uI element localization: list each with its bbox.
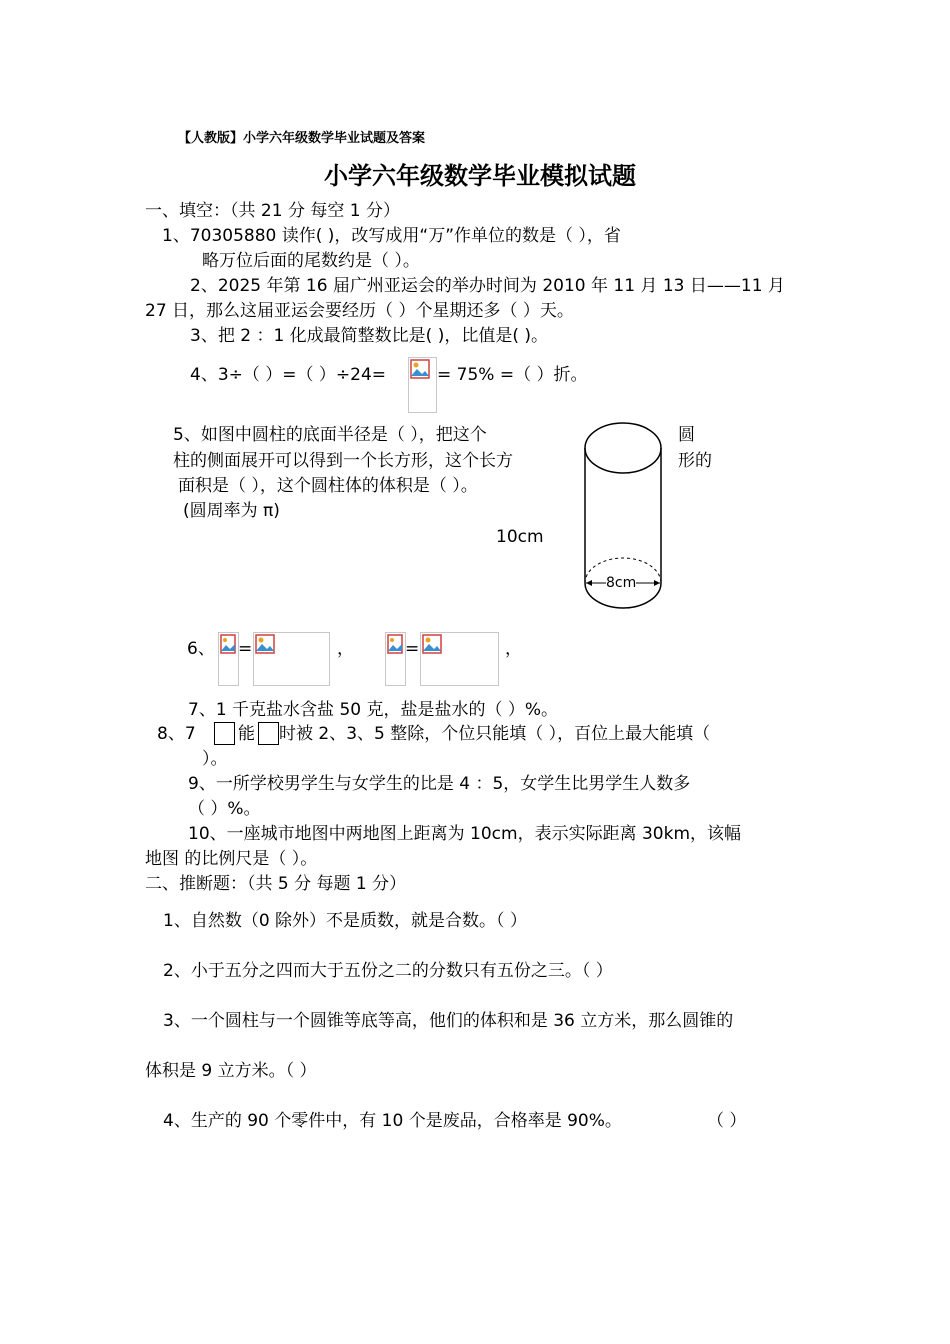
q5-right2: 形的 (678, 451, 712, 471)
q5-line2: 柱的侧面展开可以得到一个长方形，这个长方 (173, 451, 513, 471)
q5-line1: 5、如图中圆柱的底面半径是（ ），把这个 (173, 425, 487, 445)
document-header: 【人教版】小学六年级数学毕业试题及答案 (178, 131, 426, 146)
q10-line1: 10、一座城市地图中两地图上距离为 10cm，表示实际距离 30km，该幅 (188, 824, 742, 844)
fraction-image-icon (253, 632, 330, 686)
fraction-image-icon (420, 632, 499, 686)
q9-line1: 9、一所学校男学生与女学生的比是 4 ：5，女学生比男学生人数多 (188, 774, 691, 794)
q2-line2: 27 日，那么这届亚运会要经历（ ）个星期还多（ ）天。 (145, 301, 574, 321)
q6-equals: = (238, 639, 253, 659)
q10-line2: 地图 的比例尺是（ ）。 (145, 849, 318, 869)
q3: 3、把 2 ：1 化成最简整数比是( )，比值是( )。 (190, 326, 548, 346)
q1-line2: 略万位后面的尾数约是（ ）。 (202, 251, 420, 271)
cylinder-diameter-label: 8cm (606, 575, 637, 591)
q7: 7、1 千克盐水含盐 50 克，盐是盐水的（ ）%。 (188, 700, 559, 720)
q5-line4: (圆周率为 π) (183, 501, 280, 521)
q8-line2: ）。 (202, 749, 228, 769)
q9-line2: （ ）%。 (188, 799, 261, 819)
q6-equals: = (405, 639, 420, 659)
judge-q2: 2、小于五分之四而大于五份之二的分数只有五份之三。（ ） (163, 961, 613, 981)
answer-box (214, 722, 235, 745)
q1-line1: 1、70305880 读作( )，改写成用“万”作单位的数是（ ），省 (162, 226, 621, 246)
cylinder-height-label: 10cm (496, 527, 544, 547)
answer-box (258, 722, 279, 745)
q8-part-b: 能 (238, 724, 255, 744)
fraction-image-icon (385, 632, 406, 686)
judge-q4: 4、生产的 90 个零件中，有 10 个是废品，合格率是 90%。 (163, 1111, 622, 1131)
section1-heading: 一、填空：（共 21 分 每空 1 分） (145, 201, 400, 221)
q8-part-a: 8、7 (157, 724, 196, 744)
q5-right1: 圆 (678, 425, 695, 445)
q6-comma: ， (505, 639, 522, 659)
judge-q4-answer-paren: （ ） (707, 1111, 747, 1131)
section2-heading: 二、推断题：（共 5 分 每题 1 分） (145, 874, 407, 894)
q5-line3: 面积是（ ），这个圆柱体的体积是（ ）。 (178, 476, 478, 496)
judge-q1: 1、自然数（0 除外）不是质数，就是合数。（ ） (163, 911, 527, 931)
judge-q3-line2: 体积是 9 立方米。（ ） (145, 1061, 317, 1081)
judge-q3-line1: 3、一个圆柱与一个圆锥等底等高，他们的体积和是 36 立方米，那么圆锥的 (163, 1011, 734, 1031)
q8-part-c: 时被 2、3、5 整除，个位只能填（ ），百位上最大能填（ (279, 724, 711, 744)
fraction-image-icon (218, 632, 239, 686)
fraction-image-icon (408, 357, 437, 413)
q4-left: 4、3÷（ ）=（ ）÷24= (190, 365, 387, 385)
q4-right: = 75% =（ ）折。 (437, 365, 588, 385)
q2-line1: 2、2025 年第 16 届广州亚运会的举办时间为 2010 年 11 月 13 日——11 月 (190, 276, 785, 296)
q6-comma: ， (337, 639, 354, 659)
q6-label: 6、 (187, 639, 215, 659)
page-title: 小学六年级数学毕业模拟试题 (324, 162, 636, 190)
